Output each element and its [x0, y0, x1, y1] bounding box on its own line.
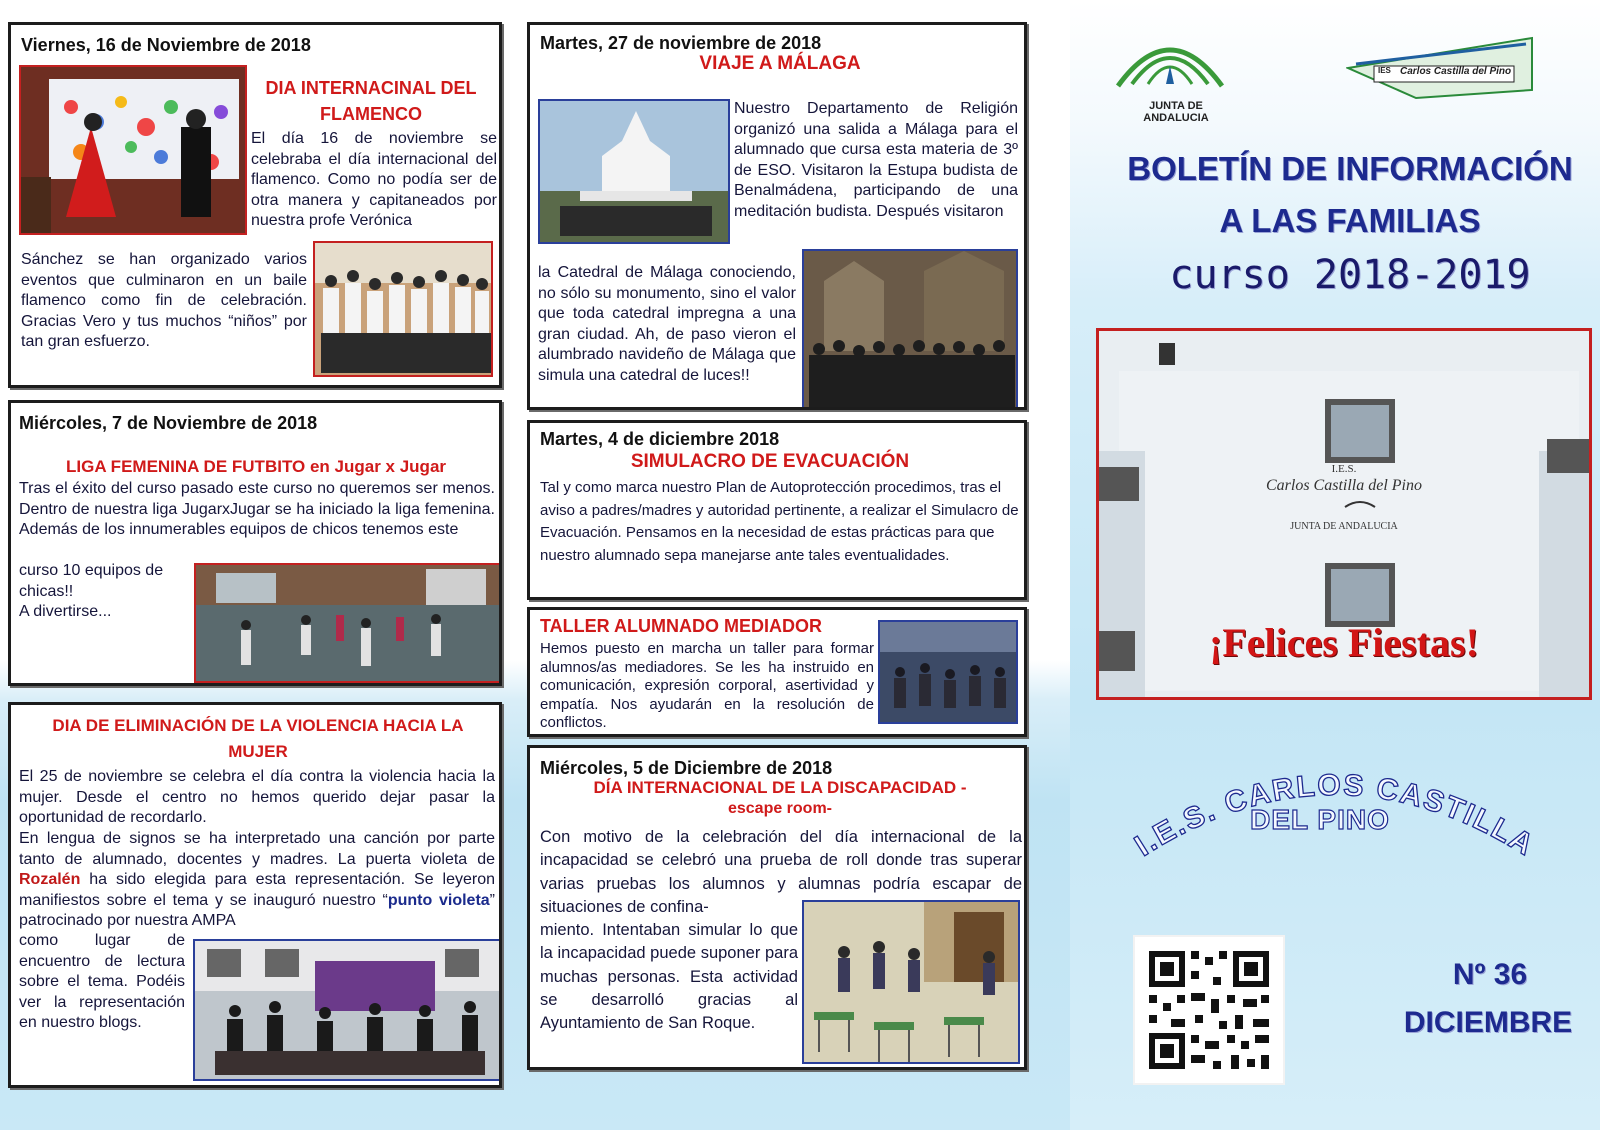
ies-logo-small: IES — [1378, 66, 1391, 75]
malaga-article — [527, 22, 1027, 410]
flamenco-photo-1 — [19, 65, 247, 235]
violencia-article — [8, 702, 502, 1088]
wall-ies: I.E.S. — [1331, 463, 1357, 475]
futbito-text-2: curso 10 equipos de chicas!! — [19, 562, 164, 600]
malaga-text-2: la Catedral de Málaga conociendo, no sólo su monumento, sino el valor que toda catedral impregna a una gran ciudad. Ah, de paso vieron el alumbrado navideño de Málaga que simula una catedral de luces!! — [538, 264, 796, 384]
flamenco-title: DIA INTERNACINAL DEL FLAMENCO — [265, 78, 477, 124]
evacuacion-text: Tal y como marca nuestro Plan de Autoprotección procedimos, tras el aviso a padres/madres y autoridad pertinente, a realizar el Simulacro de Evacuación. Pensamos en la necesidad de estas prácticas para que nuestro alumnado sepa manejarse ante tales eventualidades. — [540, 479, 1019, 564]
futbito-article — [8, 400, 502, 686]
qr-code[interactable] — [1135, 937, 1283, 1083]
evacuacion-title: SIMULACRO DE EVACUACIÓN — [630, 451, 910, 472]
catedral-image — [804, 251, 1018, 409]
flamenco-mural-image — [21, 67, 247, 235]
issue-month: DICIEMBRE — [1403, 1006, 1573, 1039]
flamenco-article — [8, 22, 502, 388]
evacuacion-date: Martes, 4 de diciembre 2018 — [540, 429, 780, 449]
futbito-title: LIGA FEMENINA DE FUTBITO en Jugar x Jugar — [65, 457, 447, 476]
wall-name: Carlos Castilla del Pino — [1265, 477, 1422, 494]
flamenco-date: Viernes, 16 de Noviembre de 2018 — [21, 35, 311, 55]
mediador-title: TALLER ALUMNADO MEDIADOR — [540, 616, 822, 636]
building-photo — [1096, 328, 1592, 700]
violencia-text-2a: En lengua de signos se ha interpretado una canción por parte tanto de alumnado, docentes y madres. La puerta violeta de — [19, 830, 495, 868]
futbito-court-image — [196, 565, 502, 683]
escape-room-image — [804, 902, 1020, 1064]
ies-logo-name: Carlos Castilla del Pino — [1400, 66, 1512, 77]
discapacidad-article — [527, 745, 1027, 1070]
discapacidad-text-2: miento. Intentaban simular lo que la incapacidad puede suponer para muchas personas. Esta actividad se desarrolló gracias al Ayuntamiento de San Roque. — [540, 921, 798, 1033]
qr-code-icon — [1135, 937, 1283, 1083]
violencia-text-2 — [19, 829, 495, 932]
arc-line-1: I.E.S. CARLOS CASTILLA — [1129, 768, 1541, 863]
rozalen-name: Rozalén — [19, 871, 81, 888]
mediador-article — [527, 607, 1027, 737]
junta-label: JUNTA DE ANDALUCIA — [1143, 100, 1209, 124]
flamenco-group-image — [315, 243, 493, 377]
discapacidad-date: Miércoles, 5 de Diciembre de 2018 — [540, 758, 833, 778]
violencia-text-1: El 25 de noviembre se celebra el día contra la violencia hacia la mujer. Desde el centro no hemos querido dejar pasar la oportunidad de recordarlo. — [19, 768, 495, 826]
malaga-text-1: Nuestro Departamento de Religión organizó una salida a Málaga para el alumnado que cursa esta materia de 3º de ESO. Visitaron la Estupa budista de Benalmádena, participando de una meditación budista. Después visitaron — [734, 100, 1018, 220]
malaga-photo-1 — [538, 99, 730, 244]
discapacidad-subtitle: escape room- — [727, 800, 833, 817]
violencia-title: DIA DE ELIMINACIÓN DE LA VIOLENCIA HACIA LA MUJER — [52, 716, 464, 761]
flamenco-text-1: El día 16 de noviembre se celebraba el día internacional del flamenco. Como no podía ser de otra manera y capitaneados por nuestra profe Verónica — [251, 130, 497, 229]
evacuacion-article — [527, 420, 1027, 600]
futbito-photo — [194, 563, 502, 683]
discapacidad-title: DÍA INTERNACIONAL DE LA DISCAPACIDAD - — [593, 778, 967, 797]
malaga-date: Martes, 27 de noviembre de 2018 — [540, 33, 822, 53]
discapacidad-photo — [802, 900, 1020, 1064]
arc-line-2: DEL PINO — [1250, 804, 1390, 835]
mediador-classroom-image — [880, 622, 1018, 724]
malaga-title: VIAJE A MÁLAGA — [699, 53, 861, 74]
violencia-group-image — [195, 941, 501, 1081]
malaga-photo-2 — [802, 249, 1018, 409]
futbito-text-3: A divertirse... — [19, 603, 112, 620]
violencia-text-2b: ha sido elegida para esta representación. Se leyeron manifiestos sobre el tema y se inauguró nuestro “ — [19, 871, 495, 909]
violencia-text-2c: ” patrocinado por nuestra AMPA — [19, 891, 495, 929]
punto-violeta: punto violeta — [387, 891, 490, 909]
mediador-photo — [878, 620, 1018, 724]
futbito-text-1: Tras el éxito del curso pasado este curso no queremos ser menos. Dentro de nuestra liga JugarxJugar se ha iniciado la liga femenina. Además de los innumerables equipos de chicos tenemos este — [19, 480, 495, 538]
issue-number: Nº 36 — [1452, 958, 1528, 991]
violencia-text-3: como lugar de encuentro de lectura sobre el tema. Podéis ver la representación en nuestro blogs. — [19, 932, 185, 1031]
felices-fiestas: ¡Felices Fiestas! — [1209, 620, 1479, 665]
estupa-image — [540, 101, 730, 244]
junta-logo-icon — [1110, 24, 1230, 94]
discapacidad-text-1: Con motivo de la celebración del día internacional de la incapacidad se celebró una prueba de roll donde tras superar varias pruebas los alumnos y alumnas podría escapar de situaciones de confina- — [540, 828, 1022, 916]
violencia-photo — [193, 939, 501, 1081]
boletin-line-2: A LAS FAMILIAS — [1219, 202, 1481, 239]
boletin-line-1: BOLETÍN DE INFORMACIÓN — [1127, 150, 1573, 187]
flamenco-photo-2 — [313, 241, 493, 377]
flamenco-text-2: Sánchez se han organizado varios eventos que culminaron en un baile flamenco como fin de celebración. Gracias Vero y tus muchos “niños” por tan gran esfuerzo. — [21, 251, 307, 350]
futbito-date: Miércoles, 7 de Noviembre de 2018 — [19, 413, 318, 433]
wall-junta: JUNTA DE ANDALUCIA — [1290, 521, 1398, 532]
mediador-text: Hemos puesto en marcha un taller para formar alumnos/as mediadores. Se les ha instruido en comunicación, expresión corporal, asertividad y empatía. Nos ayudarán en la resolución de conflictos. — [540, 640, 874, 731]
boletin-line-3: curso 2018-2019 — [1169, 252, 1531, 298]
